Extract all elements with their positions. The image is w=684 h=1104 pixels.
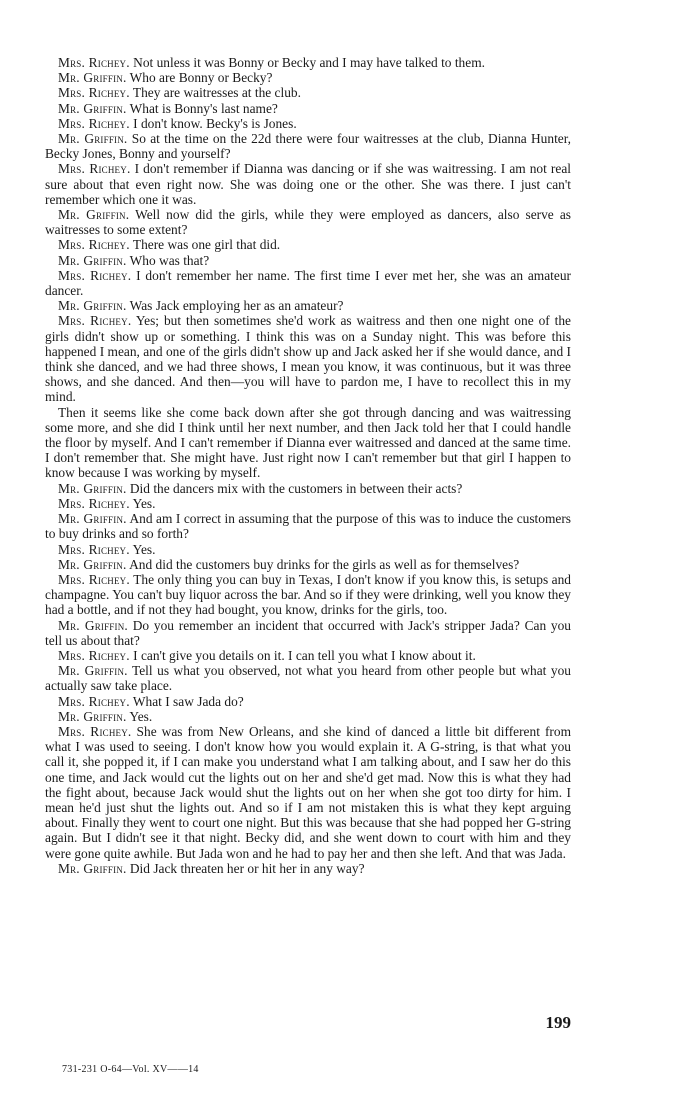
speaker-name: Mr. Griffin. (58, 511, 127, 527)
testimony-paragraph (45, 618, 571, 648)
statement-text: Who are Bonny or Becky? (129, 70, 273, 86)
statement-text: Do you remember an incident that occurred with Jack's stripper Jada? Can you tell us about that? (45, 617, 571, 648)
statement-text: What I saw Jada do? (132, 693, 244, 709)
speaker-name: Mrs. Richey. (58, 115, 130, 131)
testimony-paragraph (45, 405, 571, 481)
testimony-paragraph (45, 313, 571, 404)
testimony-paragraph (45, 70, 571, 85)
testimony-paragraph (45, 542, 571, 557)
testimony-paragraph (45, 55, 571, 70)
testimony-paragraph (45, 131, 571, 161)
statement-text: Was Jack employing her as an amateur? (129, 298, 344, 314)
testimony-paragraph (45, 724, 571, 861)
speaker-name: Mr. Griffin. (58, 663, 128, 679)
statement-text: So at the time on the 22d there were four waitresses at the club, Dianna Hunter, Becky Jones, Bonny and yourself? (45, 131, 571, 162)
speaker-name: Mr. Griffin. (58, 70, 127, 86)
testimony-paragraph (45, 116, 571, 131)
speaker-name: Mr. Griffin. (58, 708, 127, 724)
testimony-paragraph (45, 663, 571, 693)
testimony-paragraph (45, 709, 571, 724)
statement-text: Did Jack threaten her or hit her in any way? (129, 860, 365, 876)
speaker-name: Mrs. Richey. (58, 723, 132, 739)
speaker-name: Mrs. Richey. (58, 495, 130, 511)
speaker-name: Mrs. Richey. (58, 161, 131, 177)
testimony-paragraph (45, 496, 571, 511)
statement-text: Not unless it was Bonny or Becky and I may have talked to them. (133, 55, 485, 70)
testimony-paragraph (45, 161, 571, 207)
speaker-name: Mr. Griffin. (58, 617, 128, 633)
statement-text: Then it seems like she come back down after she got through dancing and was waitressing some more, and she did I think until her next number, and then Jack told her that I could handle the floor by myself. And I can't remember if Dianna ever waitressed and danced at the same time. I don't remember that. She might have. Just right now I can't remember but that girl I happen to know because I was working by myself. (45, 404, 571, 481)
speaker-name: Mr. Griffin. (58, 207, 130, 223)
speaker-name: Mr. Griffin. (58, 298, 127, 314)
testimony-paragraph (45, 694, 571, 709)
speaker-name: Mr. Griffin. (58, 100, 127, 116)
statement-text: Who was that? (129, 252, 210, 268)
speaker-name: Mr. Griffin. (58, 252, 127, 268)
statement-text: I don't remember her name. The first time I ever met her, she was an amateur dancer. (45, 267, 571, 299)
speaker-name: Mrs. Richey. (58, 647, 130, 663)
testimony-paragraph (45, 511, 571, 541)
statement-text: The only thing you can buy in Texas, I don't know if you know this, is setups and champagne. You can't buy liquor across the bar. And so if they were drinking, well you know they had a bottle, and if not they had bought, you know, drinks for the girls, too. (45, 571, 571, 618)
testimony-paragraph (45, 237, 571, 252)
testimony-paragraph (45, 85, 571, 100)
statement-text: And did the customers buy drinks for the girls as well as for themselves? (129, 556, 520, 572)
statement-text: And am I correct in assuming that the purpose of this was to induce the customers to buy drinks and so forth? (45, 511, 571, 542)
statement-text: Yes. (132, 495, 156, 511)
speaker-name: Mrs. Richey. (58, 313, 132, 329)
testimony-paragraph (45, 101, 571, 116)
testimony-paragraph (45, 557, 571, 572)
statement-text: She was from New Orleans, and she kind of danced a little bit different from what I was used to seeing. I don't know how you would explain it. A G-string, is that what you call it, she popped it, if I can make you understand what I am talking about, and I saw her do this one time, and Jack would cut the lights out on her and she'd get mad. Now this is what they had the fight about, because Jack would shut the lights out on her when she got too dirty for him. I mean he'd just shut the lights out. And so if I am not mistaken this is what they kept arguing about. Finally they went to court one night. But this was because that she had popped her G-string again. But I didn't see it that night. Becky did, and she went down to court with him and they were gone quite awhile. But Jada won and he had to pay her and then she left. And that was Jada. (45, 723, 571, 861)
speaker-name: Mrs. Richey. (58, 541, 130, 557)
testimony-paragraph (45, 861, 571, 876)
statement-text: Well now did the girls, while they were employed as dancers, also serve as waitresses to some extent? (45, 207, 571, 238)
statement-text: I don't remember if Dianna was dancing or if she was waitressing. I am not real sure about that even right now. She was doing one or the other. She was there. I just can't remember which one it was. (45, 161, 571, 207)
statement-text: I can't give you details on it. I can tell you what I know about it. (133, 647, 476, 663)
page-number: 199 (545, 1013, 571, 1032)
speaker-name: Mr. Griffin. (58, 131, 128, 147)
transcript-body (45, 55, 571, 876)
statement-text: They are waitresses at the club. (132, 85, 301, 101)
statement-text: I don't know. Becky's is Jones. (133, 115, 297, 131)
testimony-paragraph (45, 648, 571, 663)
speaker-name: Mr. Griffin. (58, 556, 127, 572)
statement-text: Did the dancers mix with the customers in between their acts? (129, 480, 463, 496)
testimony-paragraph (45, 298, 571, 313)
statement-text: There was one girl that did. (132, 237, 281, 253)
speaker-name: Mrs. Richey. (58, 237, 130, 253)
speaker-name: Mrs. Richey. (58, 85, 130, 101)
statement-text: Yes. (132, 541, 156, 557)
speaker-name: Mrs. Richey. (58, 571, 130, 587)
testimony-paragraph (45, 207, 571, 237)
testimony-paragraph (45, 268, 571, 298)
testimony-paragraph (45, 572, 571, 618)
speaker-name: Mrs. Richey. (58, 267, 132, 283)
speaker-name: Mrs. Richey. (58, 693, 130, 709)
testimony-paragraph (45, 481, 571, 496)
print-footer: 731-231 O-64—Vol. XV——14 (62, 1064, 199, 1075)
speaker-name: Mrs. Richey. (58, 55, 130, 70)
speaker-name: Mr. Griffin. (58, 480, 127, 496)
testimony-paragraph (45, 253, 571, 268)
statement-text: Tell us what you observed, not what you heard from other people but what you actually saw take place. (45, 663, 571, 694)
statement-text: Yes; but then sometimes she'd work as waitress and then one night one of the girls didn't show up or something. I think this was on a Sunday night. This was before this happened I mean, and one of the girls didn't show up and Jack asked her if she would dance, and I think she danced, and we had three shows, I mean you know, it was continuous, but it was three shows, and she danced. And then—you will have to pardon me, I have to recollect this in my mind. (45, 313, 571, 405)
statement-text: What is Bonny's last name? (129, 100, 278, 116)
speaker-name: Mr. Griffin. (58, 860, 127, 876)
statement-text: Yes. (129, 708, 153, 724)
